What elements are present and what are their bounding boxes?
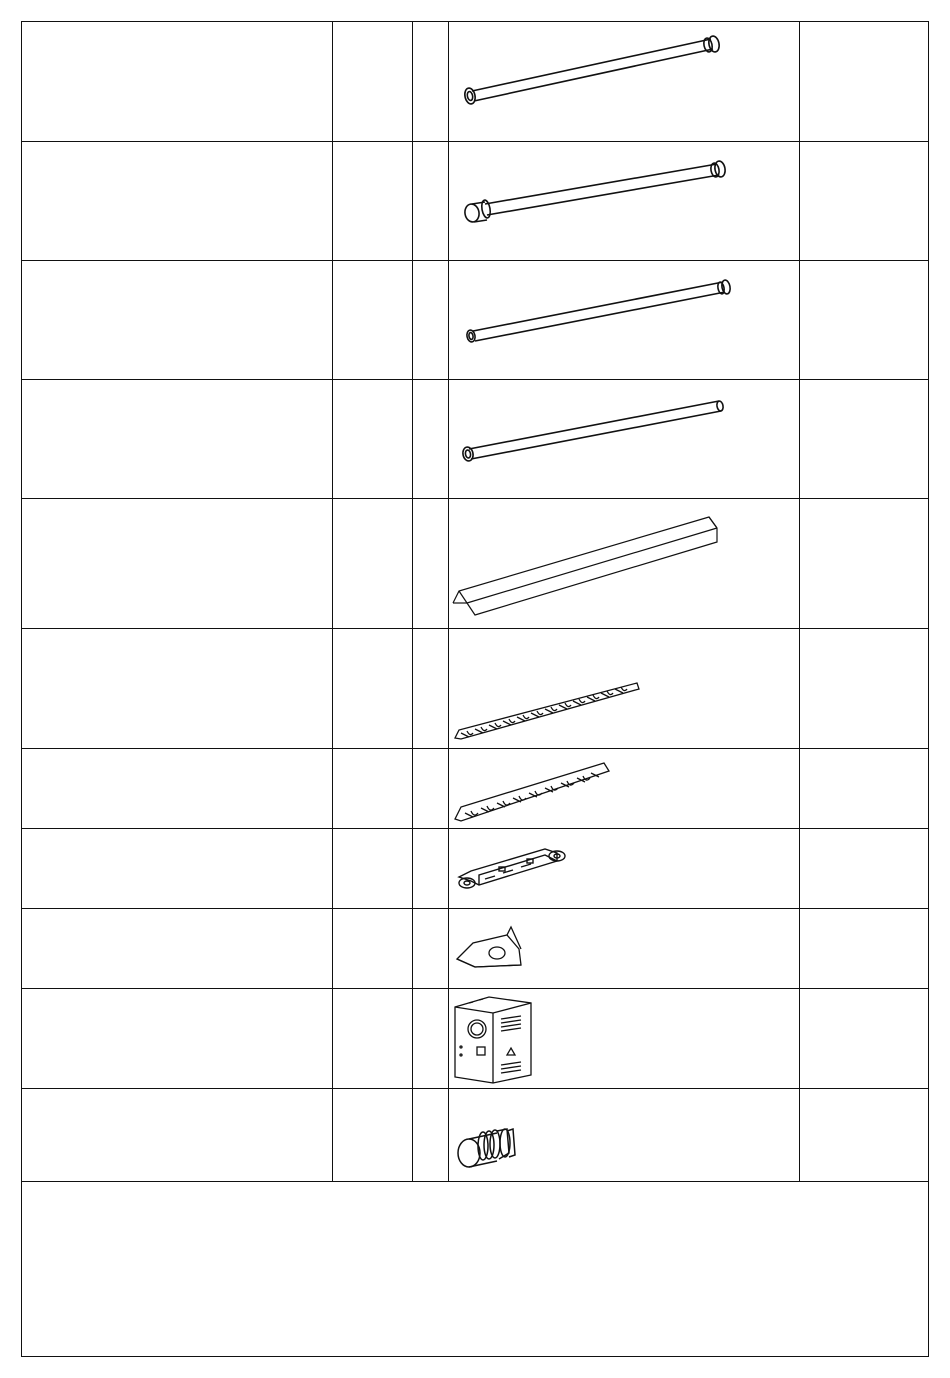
part-quantity	[413, 261, 448, 379]
pipe-with-coupling-icon	[449, 142, 798, 260]
hanger-bracket-icon	[449, 829, 798, 908]
short-burner-strip-icon	[449, 749, 798, 828]
part-description	[22, 829, 332, 908]
part-code	[333, 142, 412, 260]
part-quantity	[413, 829, 448, 908]
part-quantity	[413, 499, 448, 628]
part-remark	[800, 749, 928, 828]
table-row	[22, 499, 928, 628]
part-remark	[800, 499, 928, 628]
straight-pipe-flanged-icon	[449, 22, 798, 141]
part-quantity	[413, 909, 448, 988]
long-burner-strip-icon	[449, 629, 798, 748]
part-code	[333, 749, 412, 828]
part-description	[22, 499, 332, 628]
part-remark	[800, 1089, 928, 1181]
part-quantity	[413, 380, 448, 498]
part-quantity	[413, 142, 448, 260]
table-row	[22, 1089, 928, 1181]
part-description	[22, 261, 332, 379]
plain-end-pipe-icon	[449, 380, 798, 498]
part-quantity	[413, 22, 448, 141]
table-row	[22, 629, 928, 748]
part-description	[22, 909, 332, 988]
angle-deflector-icon	[449, 499, 798, 628]
part-remark	[800, 380, 928, 498]
part-remark	[800, 261, 928, 379]
part-remark	[800, 909, 928, 988]
table-row	[22, 749, 928, 828]
part-remark	[800, 989, 928, 1088]
part-remark	[800, 22, 928, 141]
part-code	[333, 380, 412, 498]
part-code	[333, 829, 412, 908]
part-quantity	[413, 989, 448, 1088]
part-code	[333, 629, 412, 748]
part-quantity	[413, 629, 448, 748]
part-description	[22, 380, 332, 498]
part-description	[22, 629, 332, 748]
part-remark	[800, 829, 928, 908]
part-remark	[800, 629, 928, 748]
part-description	[22, 749, 332, 828]
table-row	[22, 829, 928, 908]
table-row	[22, 142, 928, 260]
pipe-coupler-icon	[449, 1089, 798, 1181]
part-description	[22, 1089, 332, 1181]
part-description	[22, 22, 332, 141]
part-code	[333, 909, 412, 988]
table-row	[22, 22, 928, 141]
burner-box-icon	[449, 989, 798, 1088]
part-quantity	[413, 749, 448, 828]
part-code	[333, 22, 412, 141]
table-row	[22, 261, 928, 379]
part-code	[333, 499, 412, 628]
notes-area	[22, 1181, 944, 1368]
parts-list-table	[21, 21, 929, 1357]
table-row	[22, 909, 928, 988]
straight-pipe-icon	[449, 261, 798, 379]
part-code	[333, 1089, 412, 1181]
part-code	[333, 989, 412, 1088]
table-row	[22, 989, 928, 1088]
table-row	[22, 380, 928, 498]
part-quantity	[413, 1089, 448, 1181]
end-reflector-plate-icon	[449, 909, 798, 988]
part-description	[22, 142, 332, 260]
part-code	[333, 261, 412, 379]
part-description	[22, 989, 332, 1088]
part-remark	[800, 142, 928, 260]
